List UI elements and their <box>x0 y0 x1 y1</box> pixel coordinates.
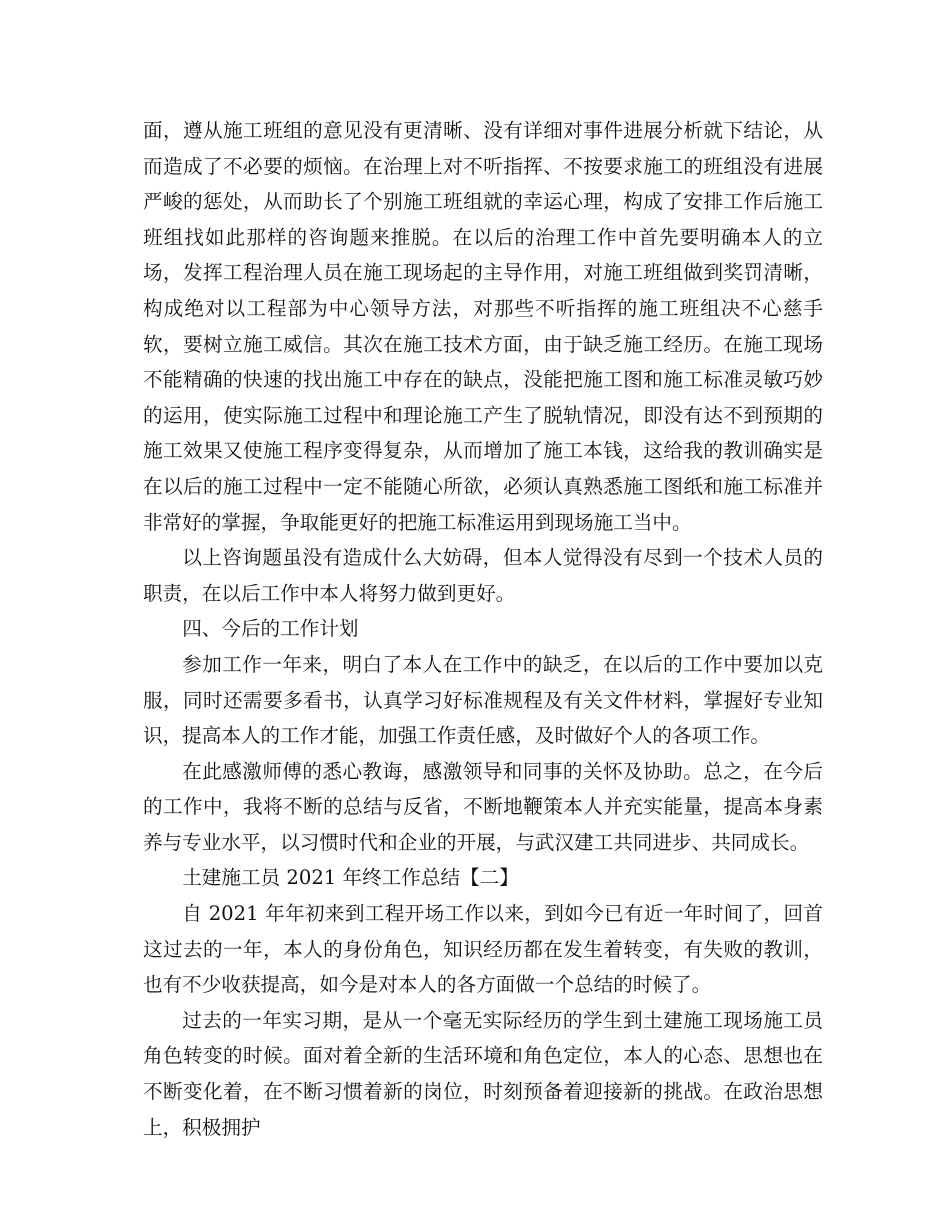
section-heading-summary-two: 土建施工员 2021 年终工作总结【二】 <box>182 866 519 890</box>
paragraph-4: 在此感激师傅的悉心教诲，感激领导和同事的关怀及协助。总之，在今后的工作中，我将不断的总结与反省，不断地鞭策本人并充实能量，提高本身素养与专业水平，以习惯时代和企业的开展，与武汉建工共同进步、共同成长。 <box>143 759 823 854</box>
paragraph-6: 过去的一年实习期，是从一个毫无实际经历的学生到土建施工现场施工员角色转变的时候。面对着全新的生活环境和角色定位，本人的心态、思想也在不断变化着，在不断习惯着新的岗位，时刻预备着迎接新的挑战。在政治思想上，积极拥护 <box>143 1008 823 1139</box>
document-body <box>143 113 823 1145</box>
paragraph-5: 自 2021 年年初来到工程开场工作以来，到如今已有近一年时间了，回首这过去的一年，本人的身份角色，知识经历都在发生着转变，有失败的教训，也有不少收获提高，如今是对本人的各方面做一个总结的时候了。 <box>143 902 823 997</box>
paragraph-2: 以上咨询题虽没有造成什么大妨碍，但本人觉得没有尽到一个技术人员的职责，在以后工作中本人将努力做到更好。 <box>143 546 823 605</box>
paragraph-3: 参加工作一年来，明白了本人在工作中的缺乏，在以后的工作中要加以克服，同时还需要多看书，认真学习好标准规程及有关文件材料，掌握好专业知识，提高本人的工作才能，加强工作责任感，及时做好个人的各项工作。 <box>143 652 823 748</box>
section-heading-work-plan: 四、今后的工作计划 <box>182 617 359 641</box>
paragraph-1: 面，遵从施工班组的意见没有更清晰、没有详细对事件进展分析就下结论，从而造成了不必要的烦恼。在治理上对不听指挥、不按要求施工的班组没有进展严峻的惩处，从而助长了个别施工班组就的幸运心理，构成了安排工作后施工班组找如此那样的咨询题来推脱。在以后的治理工作中首先要明确本人的立场，发挥工程治理人员在施工现场起的主导作用，对施工班组做到奖罚清晰，构成绝对以工程部为中心领导方法，对那些不听指挥的施工班组决不心慈手软，要树立施工威信。其次在施工技术方面，由于缺乏施工经历。在施工现场不能精确的快速的找出施工中存在的缺点，没能把施工图和施工标准灵敏巧妙的运用，使实际施工过程中和理论施工产生了脱轨情况，即没有达不到预期的施工效果又使施工程序变得复杂，从而增加了施工本钱，这给我的教训确实是在以后的施工过程中一定不能随心所欲，必须认真熟悉施工图纸和施工标准并非常好的掌握，争取能更好的把施工标准运用到现场施工当中。 <box>143 119 823 534</box>
